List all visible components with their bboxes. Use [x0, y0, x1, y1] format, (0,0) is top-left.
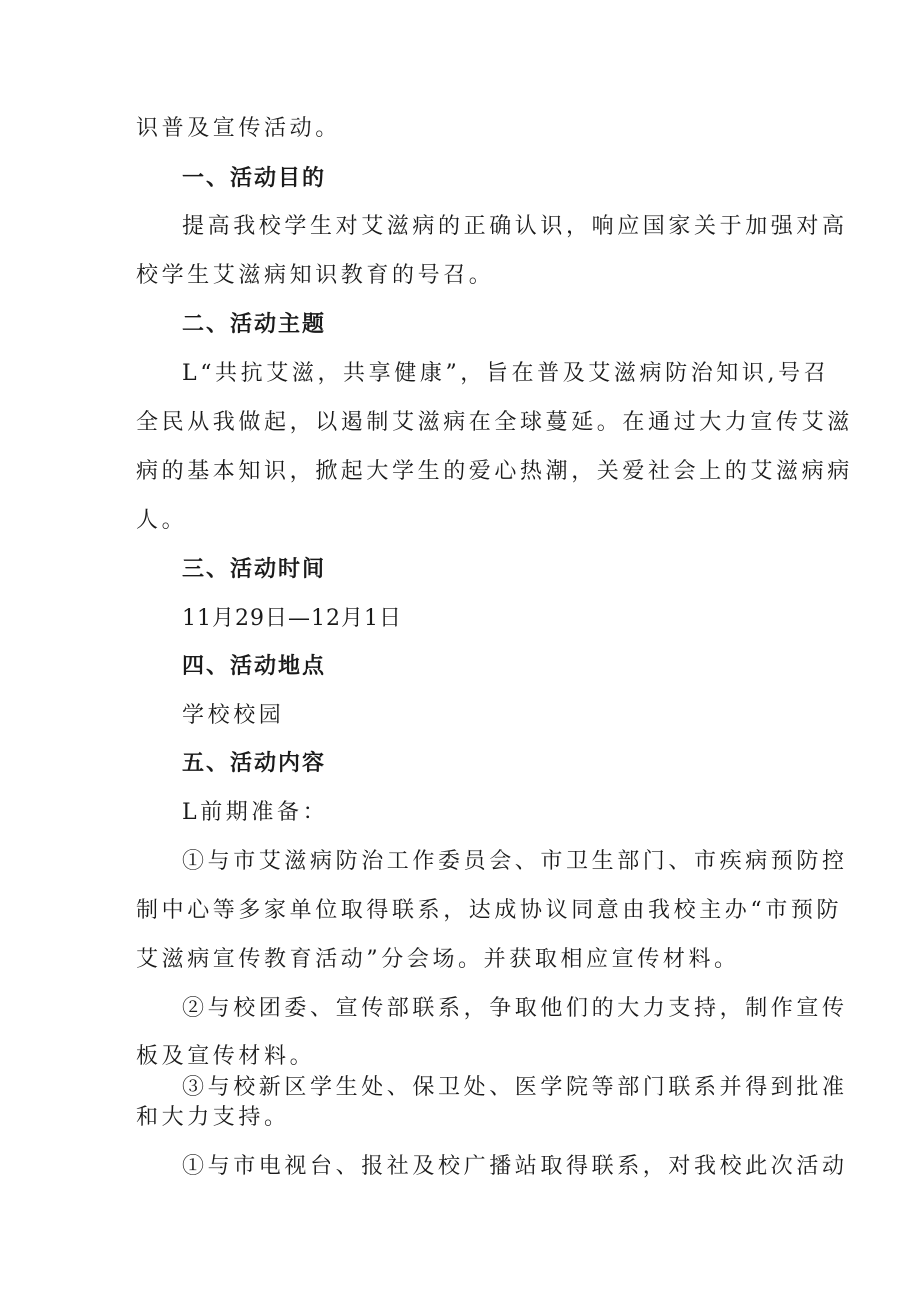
paragraph-line: 校学生艾滋病知识教育的号召。: [136, 263, 495, 288]
paragraph-line: ②与校团委、宣传部联系，争取他们的大力支持，制作宣传: [182, 996, 848, 1021]
section-heading-purpose: 一、活动目的: [182, 166, 327, 191]
section-heading-theme: 二、活动主题: [182, 312, 327, 337]
paragraph-line: L“共抗艾滋，共享健康”，旨在普及艾滋病防治知识,号召: [182, 361, 830, 386]
activity-location: 学校校园: [182, 703, 285, 728]
paragraph-line: 识普及宣传活动。: [136, 116, 341, 141]
paragraph-line: 和大力支持。: [136, 1105, 290, 1130]
paragraph-line: 艾滋病宣传教育活动”分会场。并获取相应宣传材料。: [136, 947, 740, 972]
section-heading-time: 三、活动时间: [182, 557, 327, 582]
paragraph-line: 人。: [136, 508, 188, 533]
paragraph-line: ①与市艾滋病防治工作委员会、市卫生部门、市疾病预防控: [182, 849, 848, 874]
section-heading-location: 四、活动地点: [182, 654, 327, 679]
paragraph-line: 提高我校学生对艾滋病的正确认识，响应国家关于加强对高: [182, 214, 848, 239]
paragraph-line: 全民从我做起，以遏制艾滋病在全球蔓延。在通过大力宣传艾滋: [136, 410, 853, 435]
paragraph-line: ③与校新区学生处、保卫处、医学院等部门联系并得到批准: [182, 1075, 848, 1100]
section-heading-content: 五、活动内容: [182, 751, 327, 776]
paragraph-line: 板及宣传材料。: [136, 1044, 316, 1069]
paragraph-line: ①与市电视台、报社及校广播站取得联系，对我校此次活动: [182, 1154, 848, 1179]
activity-date: 11月29日—12月1日: [182, 606, 402, 631]
paragraph-line: 制中心等多家单位取得联系，达成协议同意由我校主办“市预防: [136, 898, 843, 923]
paragraph-line: 病的基本知识，掀起大学生的爱心热潮，关爱社会上的艾滋病病: [136, 459, 853, 484]
subheading-preparation: L前期准备：: [182, 800, 329, 825]
